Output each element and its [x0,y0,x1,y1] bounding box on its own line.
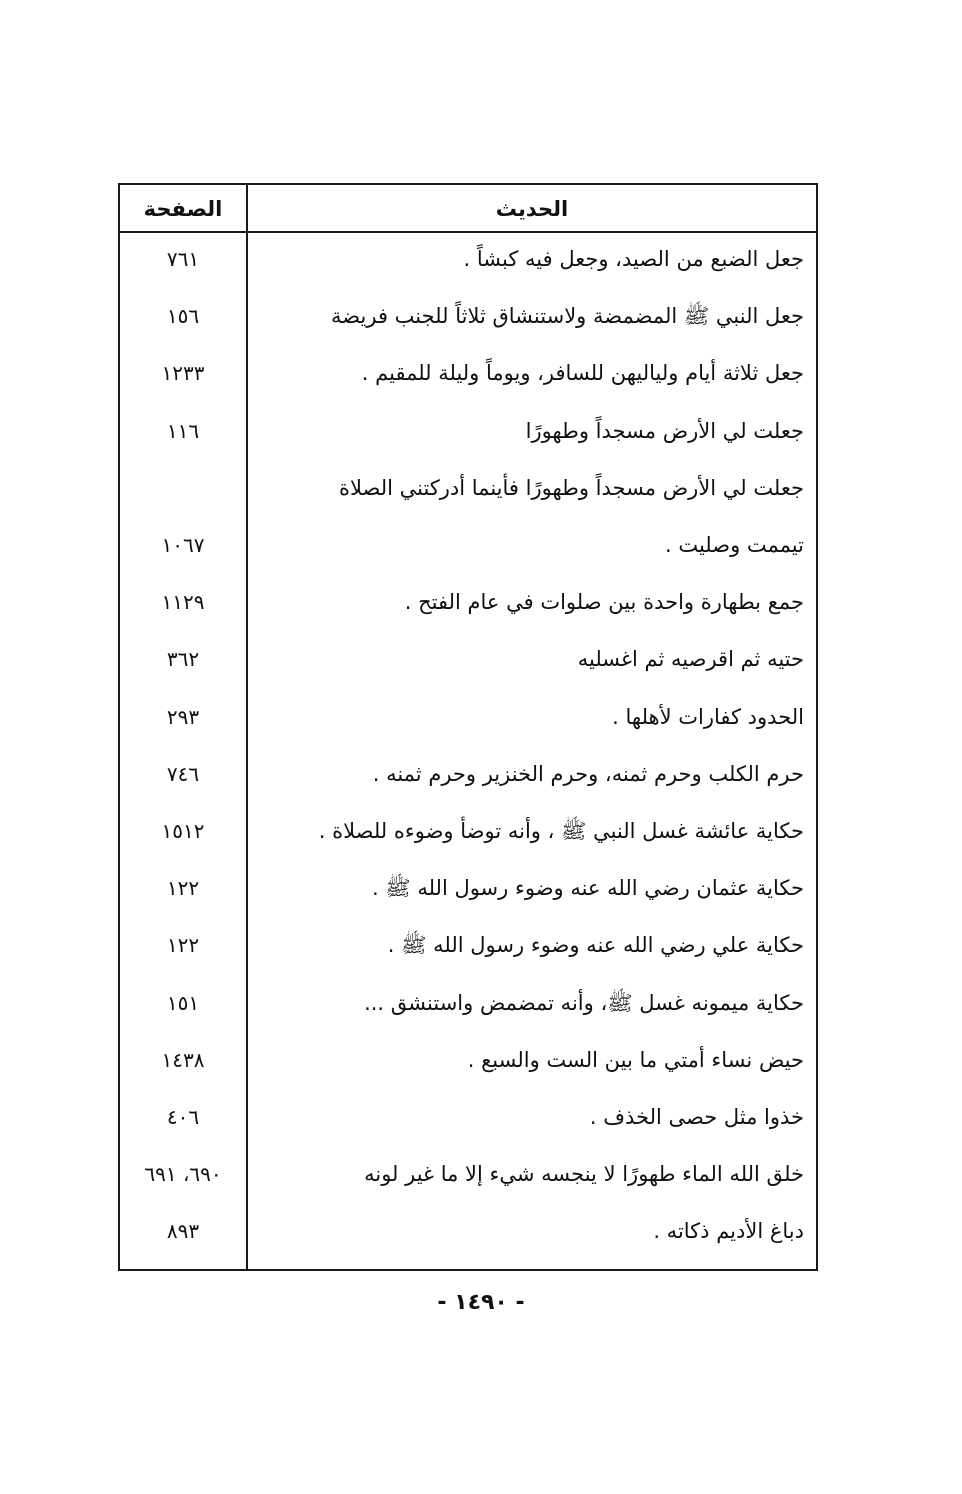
table-row [120,689,816,746]
table-row [120,574,816,631]
page-ref: ٨٩٣ [166,1219,200,1244]
page-ref: ١١٦ [166,418,200,443]
page-number: - ١٤٩٠ - [437,1290,525,1315]
page-ref: ٦٩٠، ٦٩١ [144,1162,222,1187]
hadith-text: جمع بطهارة واحدة بين صلوات في عام الفتح . [404,590,804,615]
header-hadith: الحديث [495,197,569,221]
hadith-text: حتيه ثم اقرصيه ثم اغسليه [577,647,804,672]
hadith-text: حكاية عثمان رضي الله عنه وضوء رسول الله ﷺ . [371,876,804,901]
hadith-text: حيض نساء أمتي ما بين الست والسبع . [467,1047,804,1072]
hadith-text: الحدود كفارات لأهلها . [612,704,804,729]
hadith-text: جعل الضبع من الصيد، وجعل فيه كبشاً . [463,247,804,271]
hadith-text: جعل النبي ﷺ المضمضة ولاستنشاق ثلاثاً للجنب فريضة [331,304,804,329]
header-page: الصفحة [143,197,223,221]
hadith-index-table [118,183,818,1271]
page-ref: ٢٩٣ [166,704,200,729]
page-ref [120,460,246,517]
table-row [120,631,816,688]
hadith-text: خلق الله الماء طهورًا لا ينجسه شيء إلا ما غير لونه [364,1162,804,1187]
table-row [120,860,816,917]
page-ref: ١٢٢ [166,933,200,958]
page-ref: ١٢٢ [166,876,200,901]
table-row [120,746,816,803]
hadith-text: جعل ثلاثة أيام ولياليهن للسافر، ويوماً وليلة للمقيم . [361,361,804,386]
hadith-text: حرم الكلب وحرم ثمنه، وحرم الخنزير وحرم ثمنه . [372,761,804,786]
table-row [120,917,816,974]
page-ref: ١٤٣٨ [161,1047,205,1072]
table-row [120,1032,816,1089]
page-ref: ١٥١ [166,990,200,1015]
hadith-text: حكاية علي رضي الله عنه وضوء رسول الله ﷺ . [387,933,804,958]
table-row [120,460,816,517]
hadith-text: دباغ الأديم ذكاته . [653,1219,804,1244]
hadith-text: جعلت لي الأرض مسجداً وطهورًا فأينما أدركتني الصلاة [338,475,804,500]
table-row [120,288,816,345]
page-ref: ١١٢٩ [161,590,205,615]
table-row [120,231,816,288]
hadith-text: جعلت لي الأرض مسجداً وطهورًا [525,418,804,443]
table-row [120,345,816,402]
page-ref: ١٠٦٧ [161,533,205,557]
page-ref: ٣٦٢ [166,647,200,672]
page-ref: ٧٤٦ [166,761,200,786]
table-row [120,1089,816,1146]
table-row [120,1203,816,1260]
table-row [120,1146,816,1203]
page-ref: ١٥١٢ [161,819,205,843]
hadith-text: تيممت وصليت . [665,533,804,557]
hadith-text: خذوا مثل حصى الخذف . [589,1105,804,1129]
table-header [120,185,816,233]
hadith-text: حكاية عائشة غسل النبي ﷺ ، وأنه توضأ وضوءه للصلاة . [318,819,804,843]
page-ref: ٧٦١ [166,247,200,271]
table-row [120,975,816,1032]
page-ref: ٤٠٦ [166,1105,200,1129]
table-row [120,517,816,574]
page-ref: ١٥٦ [166,304,200,329]
hadith-text: حكاية ميمونه غسل ﷺ، وأنه تمضمض واستنشق ... [364,990,804,1015]
table-row [120,803,816,860]
page-ref: ١٢٣٣ [161,361,205,386]
table-row [120,403,816,460]
